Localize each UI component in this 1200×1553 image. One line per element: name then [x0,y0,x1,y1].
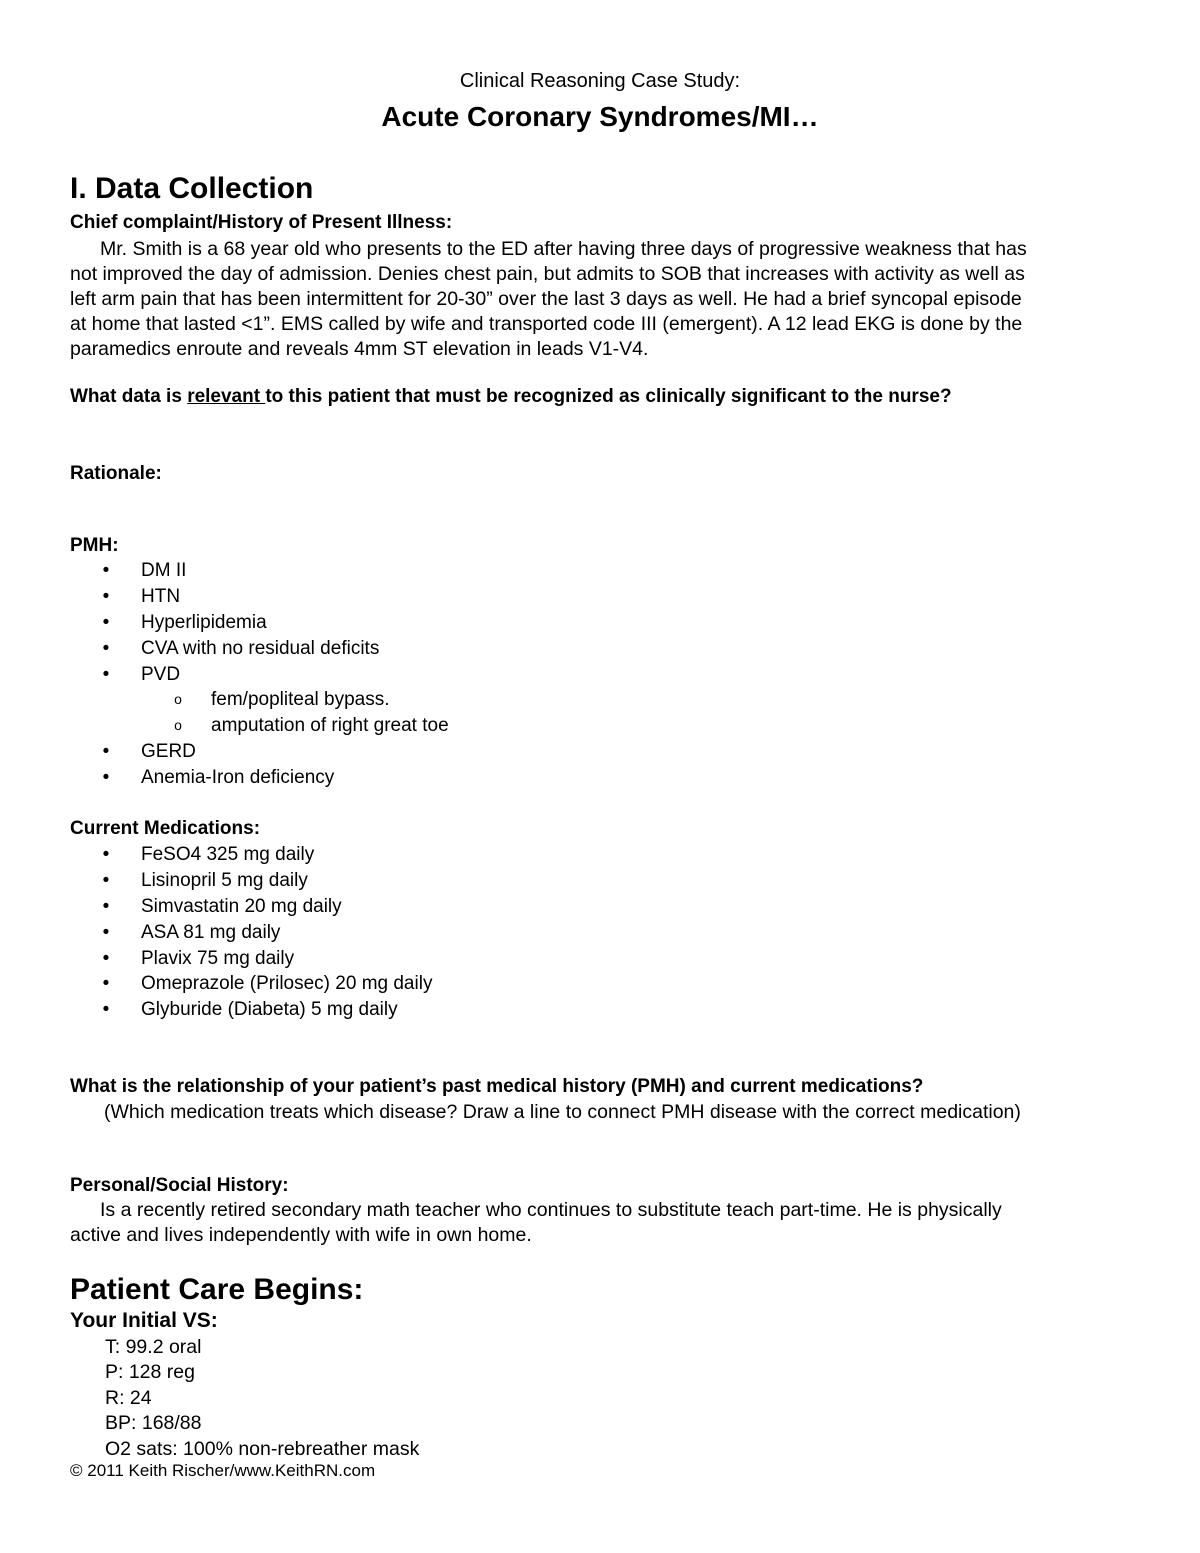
bullet-icon: • [102,844,110,865]
vital-sign-o2-sats: O2 sats: 100% non-rebreather mask [105,1437,420,1460]
medication-item: • FeSO4 325 mg daily [100,842,432,868]
medication-item: • Plavix 75 mg daily [100,946,432,972]
medication-item: • Omeprazole (Prilosec) 20 mg daily [100,971,432,997]
vital-sign-blood-pressure: BP: 168/88 [105,1412,202,1435]
vital-sign-respirations: R: 24 [105,1386,152,1409]
pmh-sub-item: o fem/popliteal bypass. [100,687,449,713]
initial-vs-label: Your Initial VS: [70,1309,218,1332]
medication-item: • Lisinopril 5 mg daily [100,868,432,894]
pmh-item: • Anemia-Iron deficiency [100,765,449,791]
bullet-icon: • [102,611,110,633]
bullet-icon: • [102,767,110,789]
pmh-item: • CVA with no residual deficits [100,636,449,662]
chief-line: at home that lasted <1”. EMS called by wife and transported code III (emergent). A 12 lead EKG is done by the [70,313,1023,335]
vital-sign-temperature: T: 99.2 oral [105,1336,202,1358]
social-line: Is a recently retired secondary math teacher who continues to substitute teach part-time. He is physically [100,1199,1002,1221]
medication-item: • Glyburide (Diabeta) 5 mg daily [100,997,432,1023]
chief-complaint-label: Chief complaint/History of Present Illness: [70,212,453,233]
question-underlined-word: relevant [187,386,266,407]
social-history-paragraph [70,1198,1002,1248]
pmh-item: • HTN [100,584,449,610]
question-text: to this patient that must be recognized as clinically significant to the nurse? [265,386,952,407]
bullet-icon: • [102,973,110,995]
pmh-item: • Hyperlipidemia [100,610,449,636]
pmh-item: • GERD [100,739,449,765]
rationale-label: Rationale: [70,463,162,484]
pmh-item: • PVD [100,662,449,688]
chief-line: Mr. Smith is a 68 year old who presents to the ED after having three days of progressive weakness that has [100,238,1027,260]
copyright-footer: © 2011 Keith Rischer/www.KeithRN.com [70,1461,376,1480]
patient-care-heading: Patient Care Begins: [70,1273,364,1306]
bullet-icon: • [102,947,110,969]
pmh-list [100,558,449,791]
medication-item: • Simvastatin 20 mg daily [100,894,432,920]
social-line: active and lives independently with wife in own home. [70,1224,532,1246]
bullet-icon: • [102,637,110,659]
circle-bullet-icon: o [174,717,182,734]
pmh-item: • DM II [100,558,449,584]
relationship-instruction: (Which medication treats which disease? Draw a line to connect PMH disease with the correct medication) [104,1101,1021,1123]
chief-line: left arm pain that has been intermittent for 20-30” over the last 3 days as well. He had a brief syncopal episode [70,288,1022,310]
bullet-icon: • [102,895,110,917]
bullet-icon: • [102,741,110,763]
pmh-label: PMH: [70,535,119,556]
medications-list [100,842,432,1023]
relevant-data-question [70,386,952,408]
chief-line: paramedics enroute and reveals 4mm ST elevation in leads V1-V4. [70,338,649,360]
case-study-title: Acute Coronary Syndromes/MI… [381,101,819,132]
bullet-icon: • [102,869,110,891]
chief-complaint-paragraph [70,237,1027,362]
circle-bullet-icon: o [174,691,182,708]
bullet-icon: • [102,921,110,943]
social-history-label: Personal/Social History: [70,1175,289,1196]
vital-signs-list [105,1335,419,1462]
bullet-icon: • [102,663,110,685]
medication-item: • ASA 81 mg daily [100,920,432,946]
current-medications-label: Current Medications: [70,818,261,839]
vital-sign-pulse: P: 128 reg [105,1361,195,1384]
question-text: What data is [70,386,188,407]
pmh-sub-item: o amputation of right great toe [100,713,449,739]
bullet-icon: • [102,560,110,581]
case-study-subtitle: Clinical Reasoning Case Study: [459,70,741,92]
chief-line: not improved the day of admission. Denies chest pain, but admits to SOB that increases with activity as well as [70,263,1025,285]
pmh-medication-relationship-question: What is the relationship of your patient’s past medical history (PMH) and current medications? [70,1076,924,1097]
bullet-icon: • [102,585,110,607]
data-collection-heading: I. Data Collection [70,172,314,205]
bullet-icon: • [102,999,110,1021]
